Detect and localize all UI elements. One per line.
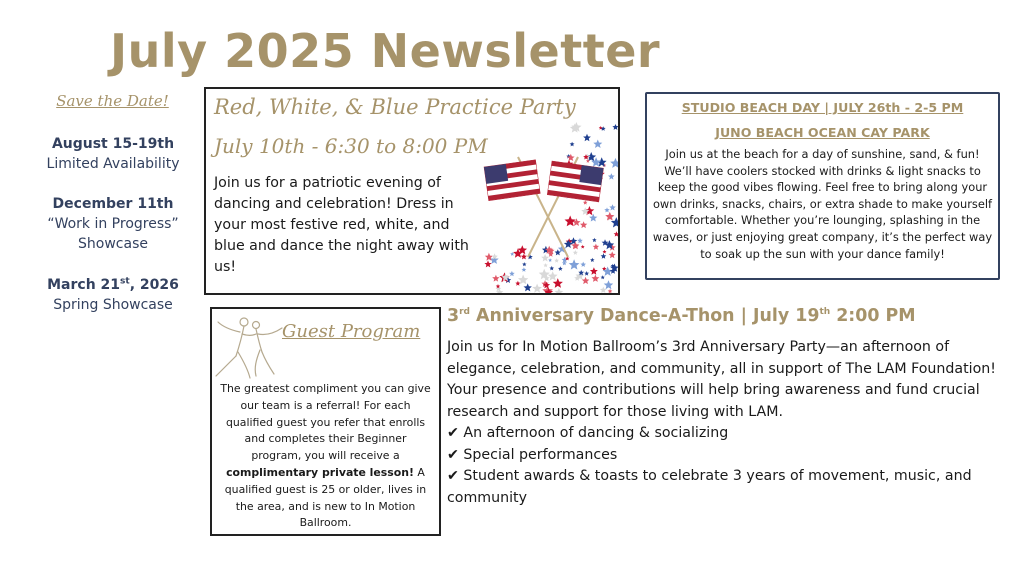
- decorative-star: [612, 124, 618, 130]
- decorative-star: [604, 280, 614, 289]
- decorative-star: [609, 251, 616, 258]
- event-august: [20, 134, 206, 174]
- event-date: August 15-19th: [51, 136, 175, 152]
- decorative-star: [555, 249, 561, 255]
- decorative-star: [570, 124, 580, 133]
- decorative-star: [580, 262, 586, 267]
- decorative-star: [583, 200, 588, 204]
- decorative-star: [601, 253, 607, 258]
- dancing-couple-icon: [214, 312, 286, 380]
- decorative-star: [581, 245, 585, 249]
- decorative-star: [522, 267, 527, 272]
- save-the-date-heading: Save the Date!: [56, 92, 169, 110]
- list-item: ✔ Special performances: [447, 446, 618, 463]
- decorative-star: [609, 204, 616, 210]
- decorative-star: [580, 221, 587, 228]
- decorative-star: [592, 275, 600, 282]
- event-desc: “Work in Progress”: [47, 216, 179, 232]
- event-date: March 21st, 2026: [47, 276, 179, 293]
- decorative-star: [573, 250, 578, 255]
- decorative-star: [532, 284, 542, 293]
- decorative-star: [554, 258, 559, 263]
- event-date: December 11th: [52, 196, 174, 212]
- decorative-star: [582, 277, 590, 284]
- decorative-star: [577, 238, 583, 243]
- guest-program-box: [210, 307, 441, 536]
- list-item: ✔ Student awards & toasts to celebrate 3 years of movement, music, and community: [447, 468, 972, 506]
- event-desc: Showcase: [78, 236, 148, 252]
- newsletter-title: July 2025 Newsletter: [110, 24, 661, 78]
- beach-day-box: [645, 92, 1000, 280]
- event-december: [20, 194, 206, 254]
- dance-a-thon-description: [447, 337, 1017, 509]
- decorative-star: [509, 271, 515, 276]
- decorative-star: [584, 271, 589, 276]
- decorative-star: [543, 263, 547, 267]
- event-desc: Limited Availability: [46, 156, 180, 172]
- list-item: ✔ An afternoon of dancing & socializing: [447, 425, 729, 441]
- decorative-star: [558, 266, 563, 271]
- decorative-star: [524, 283, 532, 291]
- beach-day-location: JUNO BEACH OCEAN CAY PARK: [715, 125, 930, 140]
- decorative-star: [565, 216, 576, 227]
- decorative-star: [590, 267, 598, 275]
- decorative-star: [592, 238, 596, 242]
- guest-program-description: The greatest compliment you can give our team is a referral! For each qualified guest you refer that enrolls and completes their Beginner program, you will receive a complimentary private lesson! A qualified guest is 25 or older, lives in the area, and is new to In Motion Ballroom.: [220, 382, 431, 530]
- decorative-star: [541, 254, 549, 262]
- decorative-star: [548, 271, 558, 280]
- decorative-star: [610, 158, 620, 168]
- decorative-star: [603, 250, 607, 254]
- beach-day-heading: STUDIO BEACH DAY | JULY 26th - 2-5 PM: [681, 100, 964, 115]
- dance-a-thon-paragraph: Join us for In Motion Ballroom’s 3rd Anniversary Party—an afternoon of elegance, celebration, and community, all in support of The LAM Foundation! Your presence and contributions will help bring awareness and fund crucial research and support for those living with LAM.: [447, 339, 996, 420]
- practice-party-box: [204, 87, 620, 295]
- decorative-star: [548, 258, 552, 262]
- event-march: [20, 275, 206, 315]
- event-desc: Spring Showcase: [53, 297, 173, 313]
- decorative-star: [522, 262, 526, 266]
- decorative-star: [614, 231, 620, 236]
- practice-party-description: Join us for a patriotic evening of dancing and celebration! Dress in your most festive red, white, and blue and dance the night away with us!: [214, 175, 469, 275]
- decorative-star: [521, 254, 527, 260]
- crossed-american-flags-icon: [468, 117, 620, 295]
- decorative-star: [492, 275, 499, 282]
- decorative-star: [601, 275, 605, 279]
- decorative-star: [589, 214, 597, 222]
- decorative-star: [608, 289, 613, 294]
- decorative-star: [604, 207, 609, 212]
- decorative-star: [590, 258, 595, 262]
- decorative-star: [593, 244, 599, 250]
- decorative-star: [484, 260, 491, 267]
- decorative-star: [555, 288, 564, 295]
- dance-a-thon-title: 3rd Anniversary Dance-A-Thon | July 19th 2:00 PM: [447, 306, 916, 326]
- decorative-star: [601, 126, 606, 131]
- decorative-star: [544, 288, 553, 295]
- decorative-star: [569, 259, 580, 269]
- decorative-star: [608, 173, 615, 179]
- beach-day-description: Join us at the beach for a day of sunshine, sand, & fun! We’ll have coolers stocked with drinks & light snacks to keep the good vibes flowing. Feel free to bring along your own drinks, snacks, chairs, or extra shade to make yourself comfortable. Whether you’re lounging, splashing in the waves, or just enjoying great company, it’s the perfect way to soak up the sun with your dance family!: [652, 147, 993, 261]
- decorative-star: [567, 154, 575, 161]
- guest-program-title: Guest Program: [282, 321, 421, 342]
- practice-party-title: Red, White, & Blue Practice Party: [214, 95, 576, 119]
- decorative-star: [572, 218, 580, 226]
- decorative-star: [549, 266, 554, 271]
- decorative-star: [600, 287, 607, 293]
- decorative-star: [583, 134, 591, 141]
- decorative-star: [570, 142, 575, 147]
- practice-party-time: July 10th - 6:30 to 8:00 PM: [214, 134, 488, 158]
- decorative-star: [593, 140, 602, 149]
- decorative-star: [515, 281, 520, 286]
